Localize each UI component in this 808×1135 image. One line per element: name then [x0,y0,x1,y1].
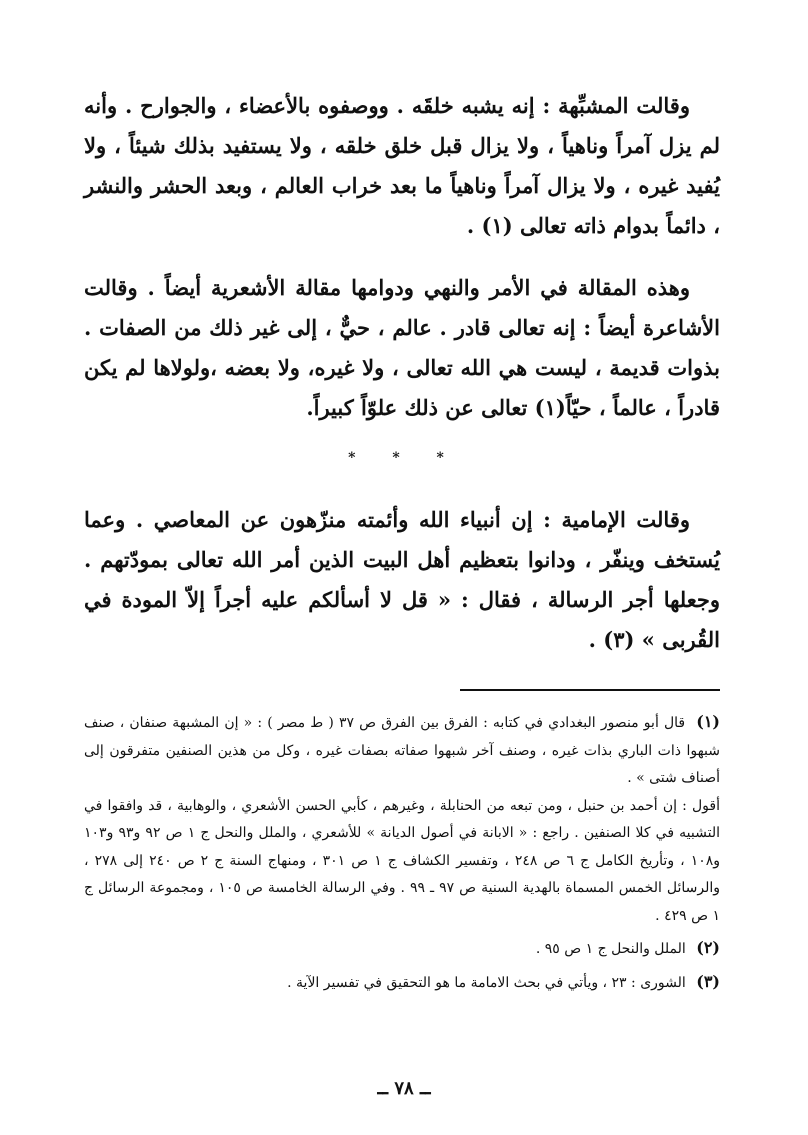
main-paragraph-1 [84,86,720,246]
footnote-text: قال أبو منصور البغدادي في كتابه : الفرق بين الفرق ص ٣٧ ( ط مصر ) : « إن المشبهة صنفان ، صنف شبهوا ذات الباري بذات غيره ، وصنف آخر شبهوا صفاته بصفات غيره ، وكل من هذين الصنفين متفرقون إلى أصناف شتى » . [84,715,720,786]
main-paragraph-2 [84,268,720,428]
footnote-number: (١) [696,712,720,731]
footnote-1 [84,708,720,793]
main-paragraph-3 [84,500,720,660]
footnotes-section [84,708,720,997]
section-separator: * * * [348,450,460,466]
footnote-text: الشورى : ٢٣ ، ويأتي في بحث الامامة ما هو التحقيق في تفسير الآية . [287,974,686,991]
footnote-number: (٣) [696,971,720,991]
paragraph-text: وقالت الإمامية : إن أنبياء الله وأئمته منزّهون عن المعاصي . وعما يُستخف وينفّر ، ودانوا بتعظيم أهل البيت الذين أمر الله تعالى بمودّتهم . وجعلها أجر الرسالة ، فقال : « قل لا أسألكم عليه أجراً إلاّ المودة في القُربى » (٣) . [84,507,720,652]
footnote-text: الملل والنحل ج ١ ص ٩٥ . [535,941,686,957]
footnote-divider [460,689,720,691]
page-number: ــ ٧٨ ــ [377,1078,431,1099]
footnote-2 [84,934,720,964]
footnote-number: (٢) [696,938,720,957]
footnote-3 [84,968,720,998]
paragraph-text: وقالت المشبِّهة : إنه يشبه خلقَه . ووصفوه بالأعضاء ، والجوارح . وأنه لم يزل آمراً وناهياً ، ولا يزال قبل خلق خلقه ، ولا يستفيد بذلك شيئاً ، ولا يُفيد غيره ، ولا يزال آمراً وناهياً ما بعد خراب العالم ، وبعد الحشر والنشر ، دائماً بدوام ذاته تعالى (١) . [84,93,720,238]
paragraph-text: وهذه المقالة في الأمر والنهي ودوامها مقالة الأشعرية أيضاً . وقالت الأشاعرة أيضاً : إنه تعالى قادر . عالم ، حيٌّ ، إلى غير ذلك من الصفات . بذوات قديمة ، ليست هي الله تعالى ، ولا غيره، ولا بعضه ،ولولاها لم يكن قادراً ، عالماً ، حيّاً(١) تعالى عن ذلك علوّاً كبيراً. [84,275,720,420]
footnote-1-continuation [84,793,720,931]
footnote-text: أقول : إن أحمد بن حنبل ، ومن تبعه من الحنابلة ، وغيرهم ، كأبي الحسن الأشعري ، والوهابية ، قد وافقوا في التشبيه في كلا الصنفين . راجع : « الابانة في أصول الديانة » للأشعري ، والملل والنحل ج ١ ص ٩٢ و٩٣ و١٠٣ و١٠٨ ، وتأريخ الكامل ج ٦ ص ٢٤٨ ، وتفسير الكشاف ج ١ ص ٣٠١ ، ومنهاج السنة ج ٢ ص ٢٤٠ إلى ٢٧٨ ، والرسائل الخمس المسماة بالهدية السنية ص ٩٧ ـ ٩٩ . وفي الرسالة الخامسة ص ١٠٥ ، ومجموعة الرسائل ج ١ ص ٤٢٩ . [84,797,721,924]
